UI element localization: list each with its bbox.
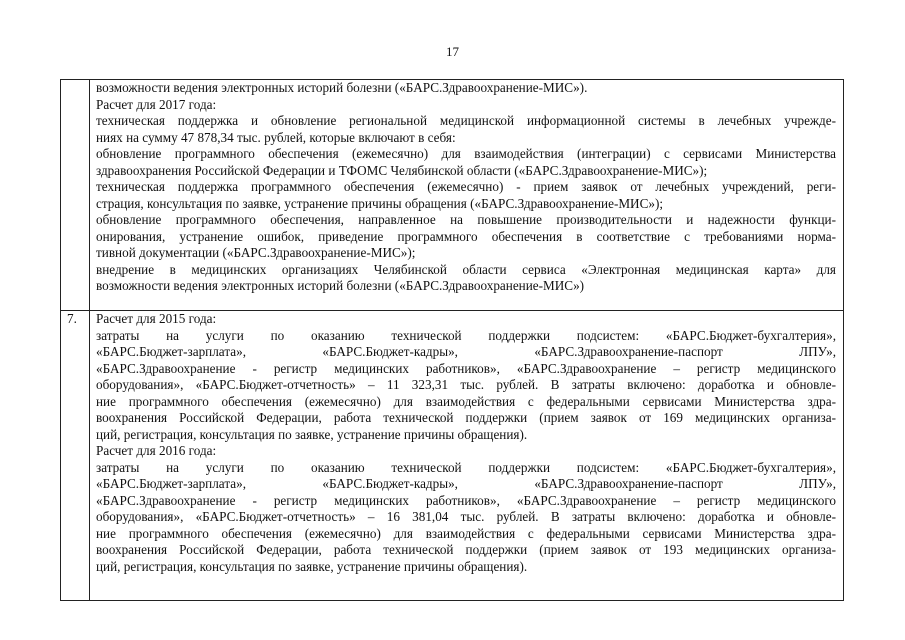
row-number-cell: [61, 80, 90, 311]
text-line: Расчет для 2016 года:: [96, 443, 217, 458]
text-line: воохранения Российской Федерации, работа технической поддержки (прием заявок от 193 медицинских организа-: [96, 542, 836, 557]
text-line: тивной документации («БАРС.Здравоохранение-МИС»);: [96, 245, 416, 260]
text-line: Расчет для 2015 года:: [96, 311, 217, 326]
text-line: ние программного обеспечения (ежемесячно) для взаимодействия с федеральными сервисами Министерства здра-: [96, 393, 836, 409]
text-line: техническая поддержка программного обеспечения (ежемесячно) - прием заявок от лечебных учреждений, реги-: [96, 179, 836, 194]
text-line: Расчет для 2017 года:: [96, 96, 217, 112]
text-line: ций, регистрация, консультация по заявке, устранение причины обращения).: [96, 426, 528, 442]
text-line: внедрение в медицинских организациях Челябинской области сервиса «Электронная медицинская карта» для: [96, 261, 836, 277]
text-line: обновление программного обеспечения, направленное на повышение производительности и надежности функци-: [96, 212, 836, 227]
text-line: обновление программного обеспечения (ежемесячно) для взаимодействия (интеграции) с сервисами Министерства: [96, 146, 836, 161]
text-line: ций, регистрация, консультация по заявке, устранение причины обращения).: [96, 558, 528, 574]
row-content-cell: [90, 80, 844, 311]
text-line: страция, консультация по заявке, устранение причины обращения («БАРС.Здравоохранение-МИС»);: [96, 195, 664, 211]
row-content-cell: [90, 311, 844, 601]
page-number: 17: [446, 44, 459, 59]
text-line: «БАРС.Бюджет-зарплата», «БАРС.Бюджет-кадры», «БАРС.Здравоохранение-паспорт ЛПУ»,: [96, 476, 836, 491]
text-line: ниях на сумму 47 878,34 тыс. рублей, которые включают в себя:: [96, 129, 456, 145]
row-number-cell: [61, 311, 90, 601]
text-line: онирования, устранение ошибок, приведение программного обеспечения в соответствие с требованиями норма-: [96, 228, 836, 244]
text-line: возможности ведения электронных историй болезни («БАРС.Здравоохранение-МИС»): [96, 278, 585, 293]
text-line: «БАРС.Здравоохранение - регистр медицинских работников», «БАРС.Здравоохранение – регистр медицинского: [96, 360, 836, 376]
text-line: оборудования», «БАРС.Бюджет-отчетность» – 16 381,04 тыс. рублей. В затраты включено: доработка и обновле-: [96, 509, 836, 524]
text-line: воохранения Российской Федерации, работа технической поддержки (прием заявок от 169 медицинских организа-: [96, 410, 836, 425]
table-row: [61, 80, 844, 311]
table-row: [61, 311, 844, 601]
text-line: затраты на услуги по оказанию технической поддержки подсистем: «БАРС.Бюджет-бухгалтерия»,: [96, 459, 836, 475]
text-line: «БАРС.Здравоохранение - регистр медицинских работников», «БАРС.Здравоохранение – регистр медицинского: [96, 492, 836, 508]
text-line: оборудования», «БАРС.Бюджет-отчетность» – 11 323,31 тыс. рублей. В затраты включено: доработка и обновле-: [96, 377, 836, 392]
text-line: возможности ведения электронных историй болезни («БАРС.Здравоохранение-МИС»).: [96, 80, 588, 95]
document-table: [60, 79, 844, 601]
text-line: «БАРС.Бюджет-зарплата», «БАРС.Бюджет-кадры», «БАРС.Здравоохранение-паспорт ЛПУ»,: [96, 344, 836, 359]
text-line: техническая поддержка и обновление региональной медицинской информационной системы в лечебных учрежде-: [96, 113, 836, 128]
row-number: 7.: [67, 311, 77, 326]
text-line: здравоохранения Российской Федерации и ТФОМС Челябинской области («БАРС.Здравоохранение-МИС»);: [96, 162, 708, 178]
text-line: ние программного обеспечения (ежемесячно) для взаимодействия с федеральными сервисами Министерства здра-: [96, 525, 836, 541]
text-line: затраты на услуги по оказанию технической поддержки подсистем: «БАРС.Бюджет-бухгалтерия»,: [96, 327, 836, 343]
